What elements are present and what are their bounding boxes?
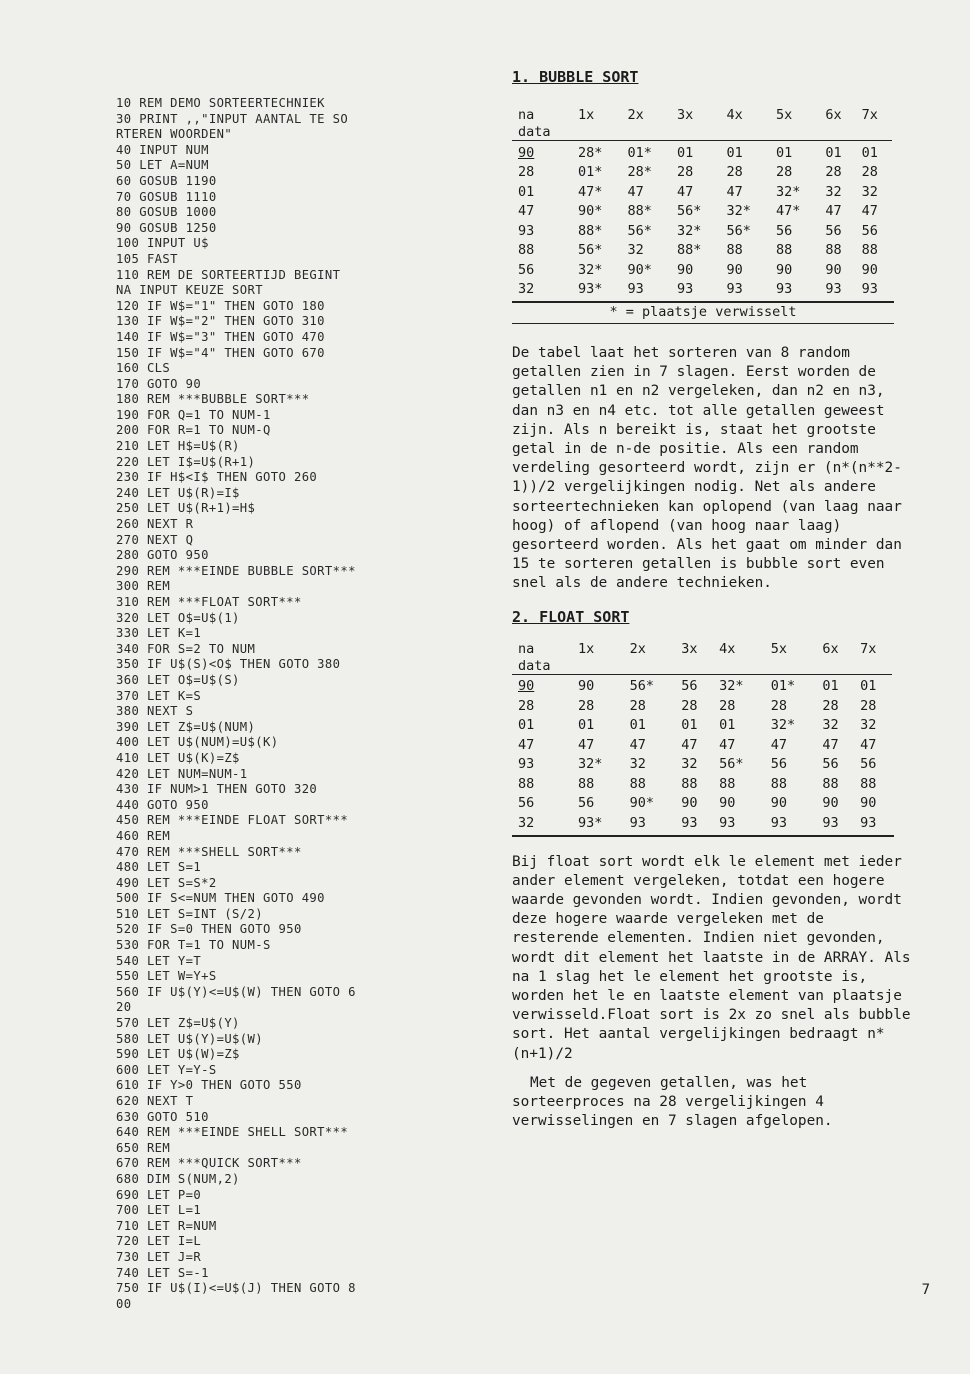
table-cell: 28 <box>825 164 842 181</box>
code-line: 460 REM <box>116 828 171 843</box>
code-line: 530 FOR T=1 TO NUM-S <box>116 938 271 953</box>
table-cell: 01 <box>681 717 698 734</box>
table-row <box>512 813 892 833</box>
float-sort-paragraph: Bij float sort wordt elk le element met ieder ander element vergeleken, totdat een hogere waarde gevonden wordt. Indien gevonden, wordt deze hogere waarde vergeleken met de resterende elementen. Indien niet gevonden, wordt dit element het laatste in de ARRAY. Als na 1 slag het le element het grootste is, worden het le en laatste element van plaatsje verwisseld.Float sort is 2x zo snel als bubble sort. Het aantal vergelijkingen bedraagt n*(n+1)/2 <box>512 853 911 1062</box>
column-header: 3x <box>681 640 698 657</box>
table-row <box>512 794 892 814</box>
table-cell: 90 <box>861 261 878 278</box>
code-line: 200 FOR R=1 TO NUM-Q <box>116 423 271 438</box>
table-cell: 90* <box>629 795 655 812</box>
article-column <box>512 66 932 1131</box>
code-line: 90 GOSUB 1250 <box>116 220 217 235</box>
table-cell: 93 <box>629 814 646 831</box>
table-row <box>512 221 892 241</box>
code-line: 80 GOSUB 1000 <box>116 205 217 220</box>
code-line: 220 LET I$=U$(R+1) <box>116 454 256 469</box>
table-cell: 01* <box>770 678 796 695</box>
table-cell: 56 <box>518 795 535 812</box>
code-line: 310 REM ***FLOAT SORT*** <box>116 595 302 609</box>
code-line: 540 LET Y=T <box>116 953 202 968</box>
table-cell: 88 <box>578 775 595 792</box>
bubble-sort-table <box>512 106 892 299</box>
table-cell: 88 <box>775 242 793 259</box>
table-cell: 32* <box>775 183 801 200</box>
code-line: 330 LET K=1 <box>116 626 202 641</box>
table-cell: 56 <box>861 222 878 239</box>
table-cell: 88 <box>825 242 842 259</box>
table-cell: 47 <box>681 736 698 753</box>
table-cell: 88 <box>518 775 535 792</box>
table-cell: 90* <box>627 261 652 278</box>
table-row <box>512 202 892 222</box>
code-line: 500 IF S<=NUM THEN GOTO 490 <box>116 891 325 906</box>
code-line: 190 FOR Q=1 TO NUM-1 <box>116 407 271 422</box>
table-row <box>512 774 892 794</box>
table-cell: 56 <box>770 756 787 773</box>
code-line: 590 LET U$(W)=Z$ <box>116 1047 240 1062</box>
column-header: 4x <box>726 107 743 123</box>
table-cell: 88 <box>681 775 698 792</box>
table-cell: 88 <box>518 242 535 259</box>
table-subheader-data: data <box>512 658 572 675</box>
code-line: 600 LET Y=Y-S <box>116 1062 217 1077</box>
column-header: 6x <box>822 640 839 657</box>
table-cell: 32 <box>518 281 535 298</box>
code-line: 270 NEXT Q <box>116 532 194 547</box>
table-cell: 32* <box>578 756 603 773</box>
table-cell: 93 <box>719 814 736 831</box>
table-cell: 93* <box>578 281 603 298</box>
table-cell: 93 <box>825 281 842 298</box>
table-cell: 32 <box>861 183 878 200</box>
table-cell: 28* <box>578 144 603 161</box>
code-line: 160 CLS <box>116 361 171 376</box>
section-heading-bubble-sort: 1. BUBBLE SORT <box>512 68 639 86</box>
code-line: 750 IF U$(I)<=U$(J) THEN GOTO 8 <box>116 1281 356 1296</box>
table-row <box>512 260 892 280</box>
code-line: 50 LET A=NUM <box>116 158 209 173</box>
code-line: 630 GOTO 510 <box>116 1109 209 1124</box>
code-line: 450 REM ***EINDE FLOAT SORT*** <box>116 813 349 828</box>
table-cell: 47 <box>860 736 877 753</box>
table-cell: 90 <box>726 261 743 278</box>
code-line: 470 REM ***SHELL SORT*** <box>116 844 302 859</box>
code-line: 170 GOTO 90 <box>116 376 202 391</box>
table-cell: 47 <box>518 203 535 220</box>
table-cell: 47 <box>627 183 644 200</box>
code-line: 230 IF H$<I$ THEN GOTO 260 <box>116 470 318 485</box>
code-line: 40 INPUT NUM <box>116 142 209 157</box>
table-footnote: * = plaatsje verwisselt <box>609 304 797 320</box>
table-cell: 90 <box>518 678 535 695</box>
table-cell: 90 <box>822 795 839 812</box>
table-cell: 88 <box>629 775 646 792</box>
code-line: 70 GOSUB 1110 <box>116 189 217 204</box>
table-cell: 90 <box>719 795 736 812</box>
table-cell: 01* <box>627 144 652 161</box>
table-cell: 28 <box>770 697 787 714</box>
table-cell: 90 <box>578 678 595 695</box>
table-cell: 32 <box>825 183 842 200</box>
table-cell: 47 <box>719 736 736 753</box>
table-cell: 93* <box>578 814 603 831</box>
page-number: 7 <box>921 1282 930 1298</box>
table-rule <box>512 835 894 837</box>
table-cell: 47 <box>770 736 787 753</box>
code-line: 680 DIM S(NUM,2) <box>116 1171 240 1186</box>
table-cell: 90* <box>578 203 603 220</box>
table-cell: 56* <box>627 222 652 239</box>
table-subheader-row <box>512 124 892 141</box>
column-header: 2x <box>627 107 644 123</box>
code-line: 120 IF W$="1" THEN GOTO 180 <box>116 298 325 313</box>
table-cell: 56 <box>825 222 842 239</box>
table-cell: 56 <box>681 678 698 695</box>
code-line: 690 LET P=0 <box>116 1187 202 1202</box>
code-line: 340 FOR S=2 TO NUM <box>116 641 256 656</box>
table-cell: 28 <box>775 164 793 181</box>
table-cell: 01 <box>719 717 736 734</box>
code-line: 210 LET H$=U$(R) <box>116 439 240 454</box>
table-cell: 90 <box>518 144 535 161</box>
column-header: 7x <box>860 640 877 657</box>
table-cell: 01 <box>578 717 595 734</box>
code-line: 105 FAST <box>116 251 178 266</box>
bubble-sort-paragraph: De tabel laat het sorteren van 8 random getallen zien in 7 slagen. Eerst worden de getallen n1 en n2 vergeleken, dan n2 en n3, dan n3 en n4 etc. tot alle getallen geweest zijn. Als n bereikt is, staat het grootste getal in de n-de positie. Als een random verdeling gesorteerd wordt, zijn er (n*(n**2-1))/2 vergelijkingen nodig. Net als andere sorteertechnieken kan oplopend (van laag naar hoog) of aflopend (van hoog naar laag) gesorteerd worden. Als het gaat om minder dan 15 te sorteren getallen is bubble sort even snel als de andere technieken. <box>512 345 902 592</box>
table-cell: 93 <box>775 281 793 298</box>
table-cell: 90 <box>775 261 793 278</box>
code-line: 440 GOTO 950 <box>116 797 209 812</box>
table-cell: 32* <box>726 203 751 220</box>
code-line: 130 IF W$="2" THEN GOTO 310 <box>116 314 325 329</box>
table-cell: 88 <box>770 775 787 792</box>
code-line: 150 IF W$="4" THEN GOTO 670 <box>116 345 325 360</box>
code-line: 380 NEXT S <box>116 704 194 719</box>
table-cell: 56 <box>518 261 535 278</box>
table-cell: 28 <box>860 697 877 714</box>
table-cell: 01 <box>518 183 535 200</box>
code-line: 580 LET U$(Y)=U$(W) <box>116 1031 264 1046</box>
code-line: 430 IF NUM>1 THEN GOTO 320 <box>116 782 318 797</box>
column-header: 1x <box>578 640 595 657</box>
table-cell: 28 <box>629 697 646 714</box>
code-line: 420 LET NUM=NUM-1 <box>116 766 248 781</box>
table-cell: 93 <box>681 814 698 831</box>
table-cell: 56 <box>860 756 877 773</box>
code-line: 390 LET Z$=U$(NUM) <box>116 719 256 734</box>
code-line: 520 IF S=0 THEN GOTO 950 <box>116 922 302 937</box>
code-line: 20 <box>116 1000 132 1015</box>
float-sort-table <box>512 640 892 833</box>
table-row <box>512 280 892 300</box>
table-cell: 93 <box>770 814 787 831</box>
table-cell: 01 <box>775 144 793 161</box>
table-cell: 90 <box>681 795 698 812</box>
code-line: 250 LET U$(R+1)=H$ <box>116 501 256 516</box>
table-cell: 32* <box>676 222 702 239</box>
table-cell: 93 <box>861 281 878 298</box>
table-cell: 28 <box>676 164 694 181</box>
table-cell: 56* <box>676 203 702 220</box>
table-header-row <box>512 640 892 658</box>
table-cell: 01 <box>825 144 842 161</box>
column-header: 7x <box>861 107 878 123</box>
column-header: na <box>518 107 535 123</box>
table-cell: 47 <box>726 183 743 200</box>
table-cell: 01 <box>822 678 839 695</box>
code-line: NA INPUT KEUZE SORT <box>116 283 264 298</box>
code-line: 00 <box>116 1296 132 1311</box>
table-cell: 01 <box>518 717 535 734</box>
table-row <box>512 241 892 261</box>
table-cell: 56* <box>719 756 744 773</box>
table-cell: 56 <box>578 795 595 812</box>
code-line: 360 LET O$=U$(S) <box>116 672 240 687</box>
code-line: 610 IF Y>0 THEN GOTO 550 <box>116 1078 302 1093</box>
table-cell: 56* <box>578 242 603 259</box>
column-header: 2x <box>629 640 646 657</box>
code-line: 10 REM DEMO SORTEERTECHNIEK <box>116 96 325 110</box>
code-line: 260 NEXT R <box>116 517 194 532</box>
table-cell: 28 <box>822 697 839 714</box>
code-line: 620 NEXT T <box>116 1094 194 1108</box>
column-header: 3x <box>676 107 694 123</box>
code-line: 320 LET O$=U$(1) <box>116 610 240 625</box>
table-cell: 32 <box>629 756 646 773</box>
table-cell: 88 <box>726 242 743 259</box>
table-cell: 88* <box>676 242 702 259</box>
column-header: 1x <box>578 107 595 123</box>
code-line: 410 LET U$(K)=Z$ <box>116 750 240 765</box>
table-cell: 28 <box>518 697 535 714</box>
table-cell: 28 <box>719 697 736 714</box>
table-rule <box>512 323 894 324</box>
code-line: 30 PRINT ,,"INPUT AANTAL TE SO <box>116 111 349 126</box>
table-cell: 01 <box>726 144 743 161</box>
code-line: 100 INPUT U$ <box>116 236 209 251</box>
table-cell: 88 <box>860 775 877 792</box>
table-cell: 88 <box>822 775 839 792</box>
table-cell: 93 <box>676 281 694 298</box>
code-line: 490 LET S=S*2 <box>116 875 217 890</box>
table-cell: 56 <box>822 756 839 773</box>
table-row <box>512 716 892 736</box>
table-cell: 88* <box>627 203 652 220</box>
table-row <box>512 755 892 775</box>
code-line: 570 LET Z$=U$(Y) <box>116 1016 240 1031</box>
table-cell: 32* <box>770 717 796 734</box>
table-cell: 88 <box>719 775 736 792</box>
table-cell: 88* <box>578 222 603 239</box>
table-cell: 28 <box>861 164 878 181</box>
table-cell: 01* <box>578 164 603 181</box>
table-cell: 56* <box>629 678 655 695</box>
table-row <box>512 735 892 755</box>
table-cell: 01 <box>676 144 694 161</box>
table-row <box>512 141 892 163</box>
table-cell: 32* <box>578 261 603 278</box>
column-header: 6x <box>825 107 842 123</box>
table-row <box>512 674 892 696</box>
table-subheader-data: data <box>512 124 572 141</box>
code-line: 300 REM <box>116 579 171 594</box>
table-cell: 47 <box>822 736 839 753</box>
table-cell: 32 <box>681 756 698 773</box>
table-cell: 93 <box>518 222 535 239</box>
section-heading-float-sort: 2. FLOAT SORT <box>512 607 630 626</box>
table-row <box>512 696 892 716</box>
table-cell: 28 <box>518 164 535 181</box>
table-cell: 28 <box>578 697 595 714</box>
code-line: 740 LET S=-1 <box>116 1265 209 1280</box>
table-cell: 90 <box>860 795 877 812</box>
column-header: 5x <box>770 640 787 657</box>
table-header-row <box>512 106 892 124</box>
code-line: 140 IF W$="3" THEN GOTO 470 <box>116 329 325 344</box>
code-line: 400 LET U$(NUM)=U$(K) <box>116 735 279 750</box>
code-line: 670 REM ***QUICK SORT*** <box>116 1156 302 1171</box>
table-cell: 88 <box>861 242 878 259</box>
code-line: 700 LET L=1 <box>116 1203 202 1218</box>
code-line: 240 LET U$(R)=I$ <box>116 485 240 500</box>
code-line: 510 LET S=INT (S/2) <box>116 906 264 921</box>
basic-program-listing <box>116 96 486 1312</box>
code-line: 650 REM <box>116 1140 171 1155</box>
code-line: 710 LET R=NUM <box>116 1218 217 1233</box>
table-cell: 28* <box>627 164 652 181</box>
code-line: 60 GOSUB 1190 <box>116 173 217 188</box>
table-row <box>512 163 892 183</box>
table-row <box>512 182 892 202</box>
code-line: 280 GOTO 950 <box>116 548 209 563</box>
code-line: 350 IF U$(S)<O$ THEN GOTO 380 <box>116 657 341 672</box>
table-cell: 56* <box>726 222 751 239</box>
table-cell: 47* <box>775 203 801 220</box>
table-cell: 47 <box>825 203 842 220</box>
code-line: 110 REM DE SORTEERTIJD BEGINT <box>116 267 341 282</box>
table-cell: 47 <box>629 736 646 753</box>
table-cell: 47* <box>578 183 603 200</box>
table-cell: 47 <box>578 736 595 753</box>
table-cell: 93 <box>518 756 535 773</box>
code-line: RTEREN WOORDEN" <box>116 127 233 142</box>
table-cell: 32 <box>627 242 644 259</box>
table-cell: 93 <box>822 814 839 831</box>
table-cell: 47 <box>518 736 535 753</box>
code-line: 550 LET W=Y+S <box>116 969 217 984</box>
table-cell: 90 <box>825 261 842 278</box>
table-cell: 28 <box>726 164 743 181</box>
code-line: 290 REM ***EINDE BUBBLE SORT*** <box>116 563 356 578</box>
table-cell: 93 <box>627 281 644 298</box>
code-line: 180 REM ***BUBBLE SORT*** <box>116 392 310 407</box>
code-line: 560 IF U$(Y)<=U$(W) THEN GOTO 6 <box>116 984 356 999</box>
table-cell: 01 <box>629 717 646 734</box>
table-cell: 01 <box>861 144 878 161</box>
code-line: 640 REM ***EINDE SHELL SORT*** <box>116 1125 349 1140</box>
table-cell: 32 <box>822 717 839 734</box>
table-cell: 90 <box>676 261 694 278</box>
code-line: 480 LET S=1 <box>116 860 202 875</box>
code-line: 730 LET J=R <box>116 1249 202 1264</box>
table-cell: 90 <box>770 795 787 812</box>
table-subheader-row <box>512 658 892 675</box>
table-cell: 01 <box>860 678 877 695</box>
table-cell: 47 <box>676 183 694 200</box>
column-header: 5x <box>775 107 793 123</box>
table-cell: 56 <box>775 222 793 239</box>
table-cell: 47 <box>861 203 878 220</box>
table-cell: 32 <box>518 814 535 831</box>
table-cell: 32 <box>860 717 877 734</box>
column-header: 4x <box>719 640 736 657</box>
table-cell: 93 <box>726 281 743 298</box>
code-line: 370 LET K=S <box>116 688 202 703</box>
float-sort-summary: Met de gegeven getallen, was het sorteerproces na 28 vergelijkingen 4 verwisselingen en 7 slagen afgelopen. <box>512 1074 833 1130</box>
column-header: na <box>518 640 535 657</box>
table-cell: 32* <box>719 678 744 695</box>
code-line: 720 LET I=L <box>116 1234 202 1249</box>
table-cell: 28 <box>681 697 698 714</box>
table-cell: 93 <box>860 814 877 831</box>
